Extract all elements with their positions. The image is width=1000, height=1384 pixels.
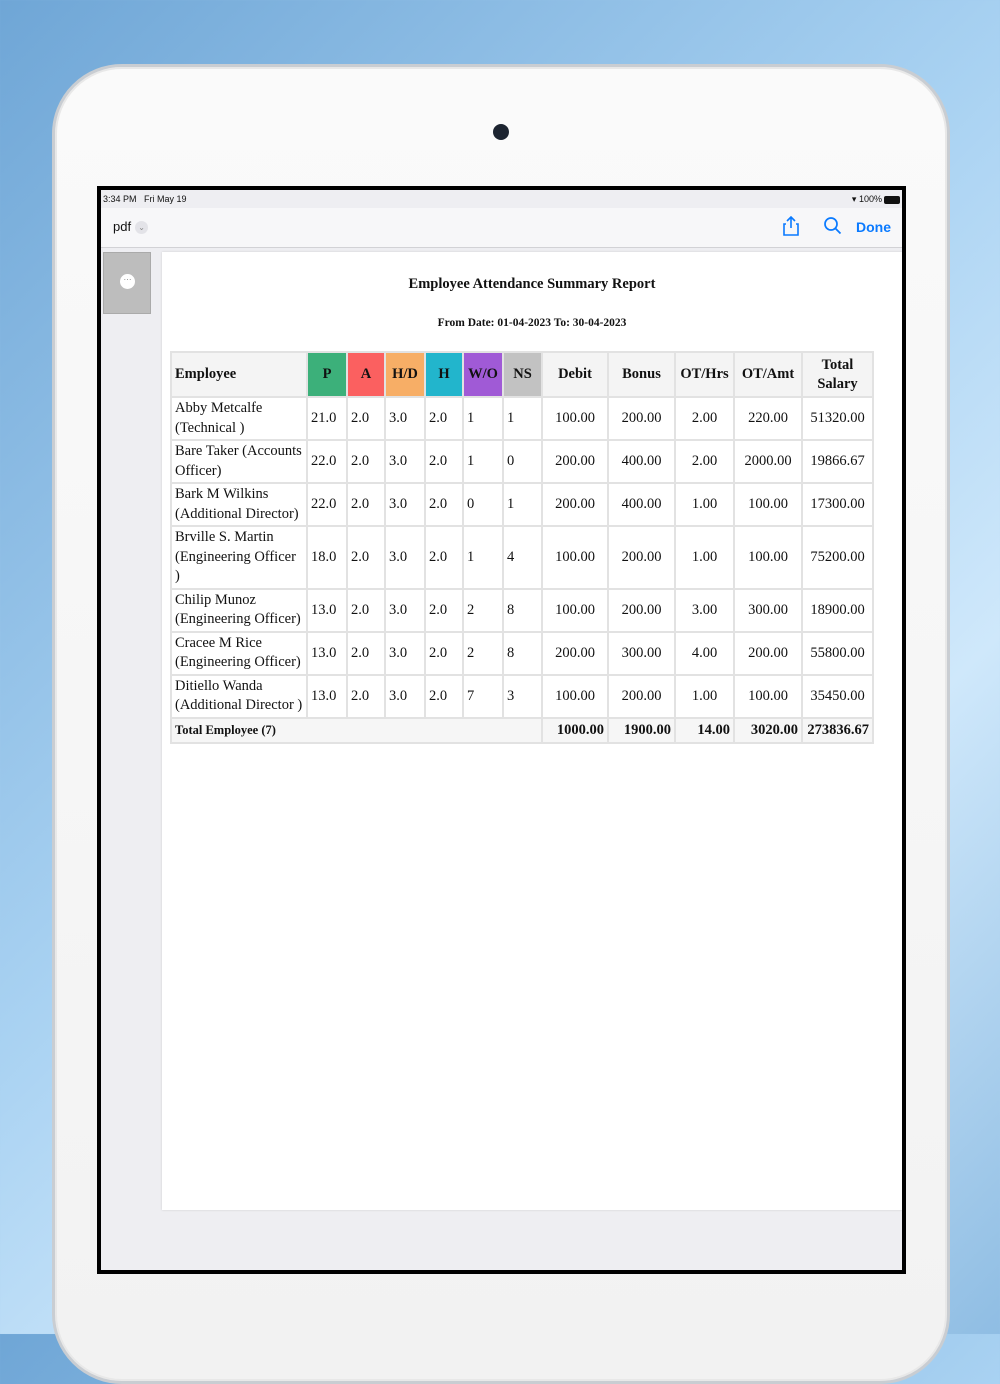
value-cell: 200.00 xyxy=(734,632,802,675)
value-cell: 22.0 xyxy=(307,440,347,483)
employee-cell: Bark M Wilkins (Additional Director) xyxy=(171,483,307,526)
value-cell: 13.0 xyxy=(307,675,347,718)
value-cell: 2.0 xyxy=(347,440,385,483)
table-row xyxy=(171,397,873,440)
value-cell: 3.0 xyxy=(385,589,425,632)
value-cell: 0 xyxy=(503,440,542,483)
value-cell: 200.00 xyxy=(542,483,608,526)
battery-icon xyxy=(884,196,900,204)
table-row xyxy=(171,675,873,718)
employee-cell: Chilip Munoz (Engineering Officer) xyxy=(171,589,307,632)
value-cell: 2.0 xyxy=(425,440,463,483)
column-header: OT/Amt xyxy=(734,352,802,397)
value-cell: 100.00 xyxy=(734,483,802,526)
report-title: Employee Attendance Summary Report xyxy=(408,276,656,292)
column-header: P xyxy=(307,352,347,397)
total-employee-label: Total Employee (7) xyxy=(171,718,542,743)
report-date-range: From Date: 01-04-2023 To: 30-04-2023 xyxy=(437,317,627,329)
value-cell: 300.00 xyxy=(608,632,675,675)
value-cell: 2.00 xyxy=(675,440,734,483)
value-cell: 3.0 xyxy=(385,397,425,440)
search-icon[interactable] xyxy=(823,216,842,240)
attendance-table xyxy=(170,351,874,744)
value-cell: 3.0 xyxy=(385,483,425,526)
table-row xyxy=(171,632,873,675)
value-cell: 1 xyxy=(463,440,503,483)
value-cell: 200.00 xyxy=(542,632,608,675)
wifi-icon: ▾ xyxy=(851,194,857,204)
table-row xyxy=(171,483,873,526)
column-header: W/O xyxy=(463,352,503,397)
column-header: H xyxy=(425,352,463,397)
value-cell: 8 xyxy=(503,632,542,675)
value-cell: 13.0 xyxy=(307,632,347,675)
screen xyxy=(97,186,906,1274)
value-cell: 4.00 xyxy=(675,632,734,675)
value-cell: 100.00 xyxy=(734,526,802,589)
employee-cell: Bare Taker (Accounts Officer) xyxy=(171,440,307,483)
value-cell: 2.0 xyxy=(425,675,463,718)
value-cell: 2.0 xyxy=(347,483,385,526)
value-cell: 1 xyxy=(463,397,503,440)
value-cell: 2.0 xyxy=(347,526,385,589)
value-cell: 2.0 xyxy=(347,397,385,440)
value-cell: 2.0 xyxy=(347,589,385,632)
value-cell: 22.0 xyxy=(307,483,347,526)
value-cell: 4 xyxy=(503,526,542,589)
value-cell: 1.00 xyxy=(675,483,734,526)
value-cell: 18.0 xyxy=(307,526,347,589)
value-cell: 18900.00 xyxy=(802,589,873,632)
value-cell: 0 xyxy=(463,483,503,526)
value-cell: 2.0 xyxy=(425,632,463,675)
employee-cell: Ditiello Wanda (Additional Director ) xyxy=(171,675,307,718)
battery-percent: 100% xyxy=(858,194,882,204)
value-cell: 2.0 xyxy=(347,675,385,718)
value-cell: 8 xyxy=(503,589,542,632)
table-row xyxy=(171,440,873,483)
value-cell: 200.00 xyxy=(608,397,675,440)
table-row xyxy=(171,526,873,589)
employee-cell: Cracee M Rice (Engineering Officer) xyxy=(171,632,307,675)
value-cell: 17300.00 xyxy=(802,483,873,526)
value-cell: 400.00 xyxy=(608,440,675,483)
status-bar xyxy=(103,194,900,208)
column-header: Debit xyxy=(542,352,608,397)
value-cell: 200.00 xyxy=(542,440,608,483)
column-header: H/D xyxy=(385,352,425,397)
value-cell: 3.0 xyxy=(385,440,425,483)
column-header: NS xyxy=(503,352,542,397)
value-cell: 3.0 xyxy=(385,632,425,675)
value-cell: 2.0 xyxy=(425,526,463,589)
total-ot-hrs: 14.00 xyxy=(675,718,734,743)
value-cell: 35450.00 xyxy=(802,675,873,718)
value-cell: 2.0 xyxy=(425,397,463,440)
value-cell: 200.00 xyxy=(608,589,675,632)
status-date: Fri May 19 xyxy=(144,194,187,204)
value-cell: 220.00 xyxy=(734,397,802,440)
value-cell: 55800.00 xyxy=(802,632,873,675)
value-cell: 1 xyxy=(503,483,542,526)
employee-cell: Abby Metcalfe (Technical ) xyxy=(171,397,307,440)
totals-row xyxy=(171,718,873,743)
value-cell: 300.00 xyxy=(734,589,802,632)
value-cell: 2.0 xyxy=(425,483,463,526)
value-cell: 2.0 xyxy=(347,632,385,675)
value-cell: 100.00 xyxy=(542,589,608,632)
file-title-menu[interactable] xyxy=(113,219,148,234)
total-ot-amt: 3020.00 xyxy=(734,718,802,743)
value-cell: 2000.00 xyxy=(734,440,802,483)
column-header: A xyxy=(347,352,385,397)
value-cell: 1 xyxy=(503,397,542,440)
value-cell: 1.00 xyxy=(675,675,734,718)
value-cell: 19866.67 xyxy=(802,440,873,483)
value-cell: 100.00 xyxy=(542,397,608,440)
total-bonus: 1900.00 xyxy=(608,718,675,743)
total-debit: 1000.00 xyxy=(542,718,608,743)
value-cell: 2 xyxy=(463,589,503,632)
value-cell: 100.00 xyxy=(734,675,802,718)
status-time: 3:34 PM xyxy=(103,194,137,204)
value-cell: 3 xyxy=(503,675,542,718)
pdf-page xyxy=(162,252,902,1210)
column-header: Employee xyxy=(171,352,307,397)
chevron-down-icon: ⌄ xyxy=(135,221,148,234)
value-cell: 3.00 xyxy=(675,589,734,632)
column-header: Total Salary xyxy=(802,352,873,397)
value-cell: 51320.00 xyxy=(802,397,873,440)
toolbar xyxy=(101,208,902,248)
value-cell: 1.00 xyxy=(675,526,734,589)
value-cell: 3.0 xyxy=(385,526,425,589)
value-cell: 400.00 xyxy=(608,483,675,526)
more-icon[interactable]: ··· xyxy=(120,274,135,289)
value-cell: 200.00 xyxy=(608,526,675,589)
value-cell: 2.0 xyxy=(425,589,463,632)
value-cell: 1 xyxy=(463,526,503,589)
camera xyxy=(493,124,509,140)
value-cell: 13.0 xyxy=(307,589,347,632)
total-total-salary: 273836.67 xyxy=(802,718,873,743)
value-cell: 2.00 xyxy=(675,397,734,440)
value-cell: 3.0 xyxy=(385,675,425,718)
value-cell: 7 xyxy=(463,675,503,718)
column-header: Bonus xyxy=(608,352,675,397)
value-cell: 21.0 xyxy=(307,397,347,440)
done-button[interactable]: Done xyxy=(856,219,891,235)
value-cell: 100.00 xyxy=(542,526,608,589)
share-icon[interactable] xyxy=(782,216,800,241)
value-cell: 75200.00 xyxy=(802,526,873,589)
table-row xyxy=(171,589,873,632)
employee-cell: Brville S. Martin (Engineering Officer ) xyxy=(171,526,307,589)
value-cell: 2 xyxy=(463,632,503,675)
value-cell: 200.00 xyxy=(608,675,675,718)
page-thumbnail[interactable] xyxy=(103,252,151,314)
column-header: OT/Hrs xyxy=(675,352,734,397)
file-name: pdf xyxy=(113,219,132,234)
value-cell: 100.00 xyxy=(542,675,608,718)
